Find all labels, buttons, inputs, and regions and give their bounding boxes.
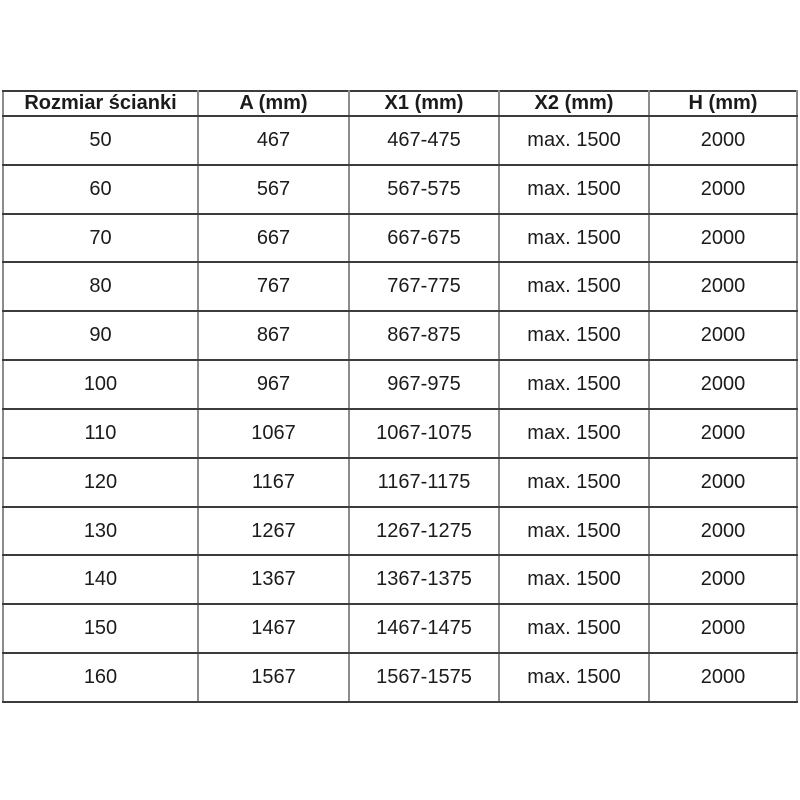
table-row <box>3 458 797 507</box>
cell-h: 2000 <box>649 555 797 604</box>
cell-a: 867 <box>198 311 349 360</box>
table-row <box>3 165 797 214</box>
cell-size: 150 <box>3 604 198 653</box>
cell-x1: 867-875 <box>349 311 499 360</box>
cell-x1: 567-575 <box>349 165 499 214</box>
cell-x1: 967-975 <box>349 360 499 409</box>
cell-size: 110 <box>3 409 198 458</box>
cell-size: 90 <box>3 311 198 360</box>
cell-a: 767 <box>198 262 349 311</box>
table-row <box>3 116 797 165</box>
table-row <box>3 507 797 556</box>
cell-size: 80 <box>3 262 198 311</box>
column-header-x2-mm: X2 (mm) <box>499 91 649 116</box>
table-row <box>3 262 797 311</box>
cell-x1: 1267-1275 <box>349 507 499 556</box>
column-header-h-mm: H (mm) <box>649 91 797 116</box>
cell-h: 2000 <box>649 604 797 653</box>
cell-h: 2000 <box>649 116 797 165</box>
table-row <box>3 409 797 458</box>
cell-h: 2000 <box>649 409 797 458</box>
cell-x2: max. 1500 <box>499 507 649 556</box>
cell-h: 2000 <box>649 507 797 556</box>
cell-h: 2000 <box>649 262 797 311</box>
table-row <box>3 653 797 702</box>
cell-x2: max. 1500 <box>499 311 649 360</box>
table-row <box>3 604 797 653</box>
cell-a: 667 <box>198 214 349 263</box>
cell-x2: max. 1500 <box>499 165 649 214</box>
cell-size: 70 <box>3 214 198 263</box>
cell-a: 967 <box>198 360 349 409</box>
cell-a: 1367 <box>198 555 349 604</box>
cell-x1: 1367-1375 <box>349 555 499 604</box>
column-header-a-mm: A (mm) <box>198 91 349 116</box>
cell-x1: 1467-1475 <box>349 604 499 653</box>
cell-x2: max. 1500 <box>499 458 649 507</box>
cell-h: 2000 <box>649 653 797 702</box>
cell-size: 160 <box>3 653 198 702</box>
cell-x2: max. 1500 <box>499 409 649 458</box>
cell-h: 2000 <box>649 165 797 214</box>
wall-size-dimensions-table <box>2 90 798 703</box>
cell-x2: max. 1500 <box>499 360 649 409</box>
cell-h: 2000 <box>649 214 797 263</box>
cell-h: 2000 <box>649 360 797 409</box>
table-row <box>3 311 797 360</box>
cell-a: 1267 <box>198 507 349 556</box>
cell-x1: 667-675 <box>349 214 499 263</box>
cell-size: 100 <box>3 360 198 409</box>
cell-size: 120 <box>3 458 198 507</box>
column-header-rozmiar-scianki: Rozmiar ścianki <box>3 91 198 116</box>
cell-a: 467 <box>198 116 349 165</box>
cell-x2: max. 1500 <box>499 653 649 702</box>
table-row <box>3 214 797 263</box>
cell-x1: 767-775 <box>349 262 499 311</box>
cell-size: 130 <box>3 507 198 556</box>
cell-a: 1567 <box>198 653 349 702</box>
cell-x1: 1567-1575 <box>349 653 499 702</box>
column-header-x1-mm: X1 (mm) <box>349 91 499 116</box>
table-row <box>3 555 797 604</box>
cell-h: 2000 <box>649 311 797 360</box>
cell-x1: 1067-1075 <box>349 409 499 458</box>
cell-x2: max. 1500 <box>499 116 649 165</box>
cell-size: 50 <box>3 116 198 165</box>
table-body <box>3 116 797 702</box>
cell-x2: max. 1500 <box>499 555 649 604</box>
cell-x2: max. 1500 <box>499 604 649 653</box>
cell-a: 567 <box>198 165 349 214</box>
table-header-row <box>3 91 797 116</box>
cell-size: 60 <box>3 165 198 214</box>
cell-size: 140 <box>3 555 198 604</box>
table-row <box>3 360 797 409</box>
cell-a: 1067 <box>198 409 349 458</box>
cell-a: 1167 <box>198 458 349 507</box>
cell-h: 2000 <box>649 458 797 507</box>
cell-a: 1467 <box>198 604 349 653</box>
cell-x1: 1167-1175 <box>349 458 499 507</box>
cell-x2: max. 1500 <box>499 214 649 263</box>
cell-x2: max. 1500 <box>499 262 649 311</box>
cell-x1: 467-475 <box>349 116 499 165</box>
